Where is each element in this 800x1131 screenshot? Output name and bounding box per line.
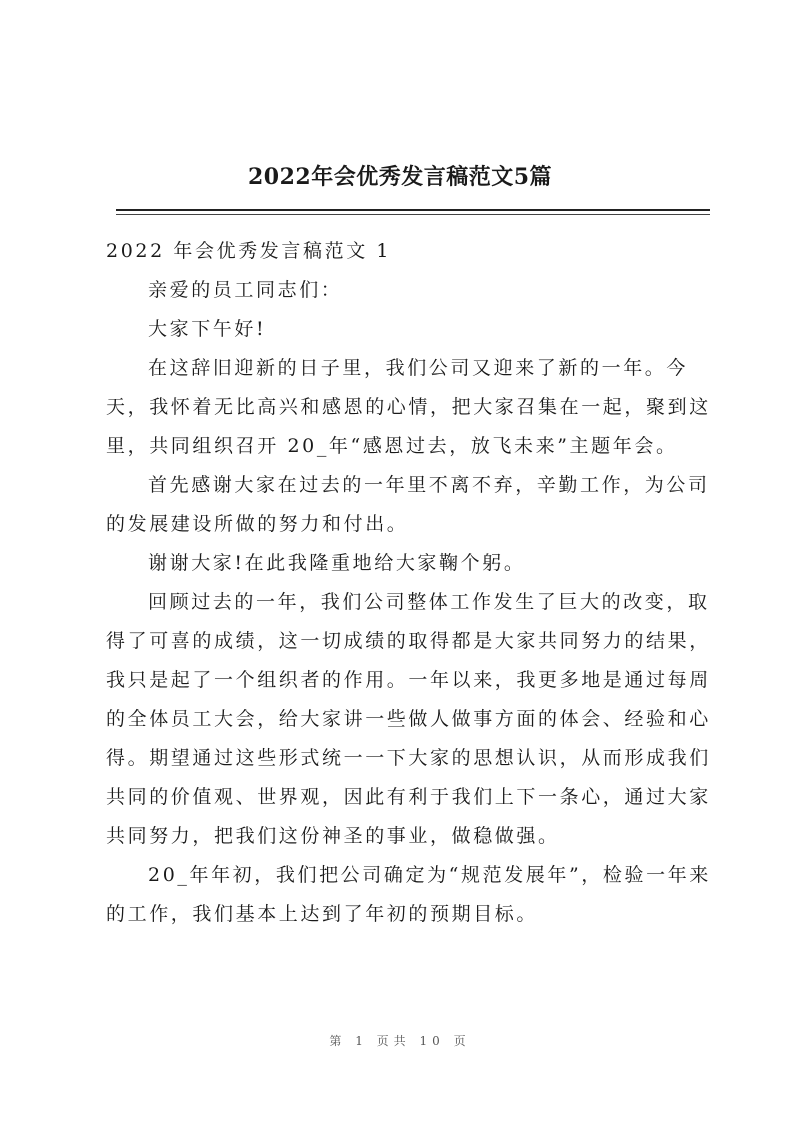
document-body <box>106 232 712 934</box>
text-line: 的发展建设所做的努力和付出。 <box>106 513 409 535</box>
text-line: 首先感谢大家在过去的一年里不离不弃，辛勤工作，为公司 <box>148 474 710 496</box>
text-line: 我只是起了一个组织者的作用。一年以来，我更多地是通过每周 <box>106 669 711 691</box>
text-line: 的全体员工大会，给大家讲一些做人做事方面的体会、经验和心 <box>106 708 711 730</box>
text-line: 共同的价值观、世界观，因此有利于我们上下一条心，通过大家 <box>106 786 711 808</box>
page-footer: 第 1 页共 10 页 <box>329 1034 471 1048</box>
text-line: 得了可喜的成绩，这一切成绩的取得都是大家共同努力的结果， <box>106 630 711 652</box>
title-underline <box>116 209 710 211</box>
text-line: 亲爱的员工同志们： <box>148 279 343 301</box>
text-line: 回顾过去的一年，我们公司整体工作发生了巨大的改变，取 <box>148 591 710 613</box>
text-line: 20_年年初，我们把公司确定为“规范发展年”，检验一年来 <box>148 864 711 886</box>
text-line: 天，我怀着无比高兴和感恩的心情，把大家召集在一起，聚到这 <box>106 396 711 418</box>
title-underline-thin <box>116 214 710 215</box>
section-heading: 2022 年会优秀发言稿范文 1 <box>106 240 392 262</box>
text-line: 里，共同组织召开 20_年“感恩过去，放飞未来”主题年会。 <box>106 435 678 457</box>
text-line: 得。期望通过这些形式统一一下大家的思想认识，从而形成我们 <box>106 747 711 769</box>
text-line: 共同努力，把我们这份神圣的事业，做稳做强。 <box>106 825 560 847</box>
document-title: 2022年会优秀发言稿范文5篇 <box>247 164 553 190</box>
text-line: 的工作，我们基本上达到了年初的预期目标。 <box>106 903 539 925</box>
text-line: 在这辞旧迎新的日子里，我们公司又迎来了新的一年。今 <box>148 357 689 379</box>
text-line: 大家下午好! <box>148 318 267 340</box>
text-line: 谢谢大家!在此我隆重地给大家鞠个躬。 <box>148 552 526 574</box>
